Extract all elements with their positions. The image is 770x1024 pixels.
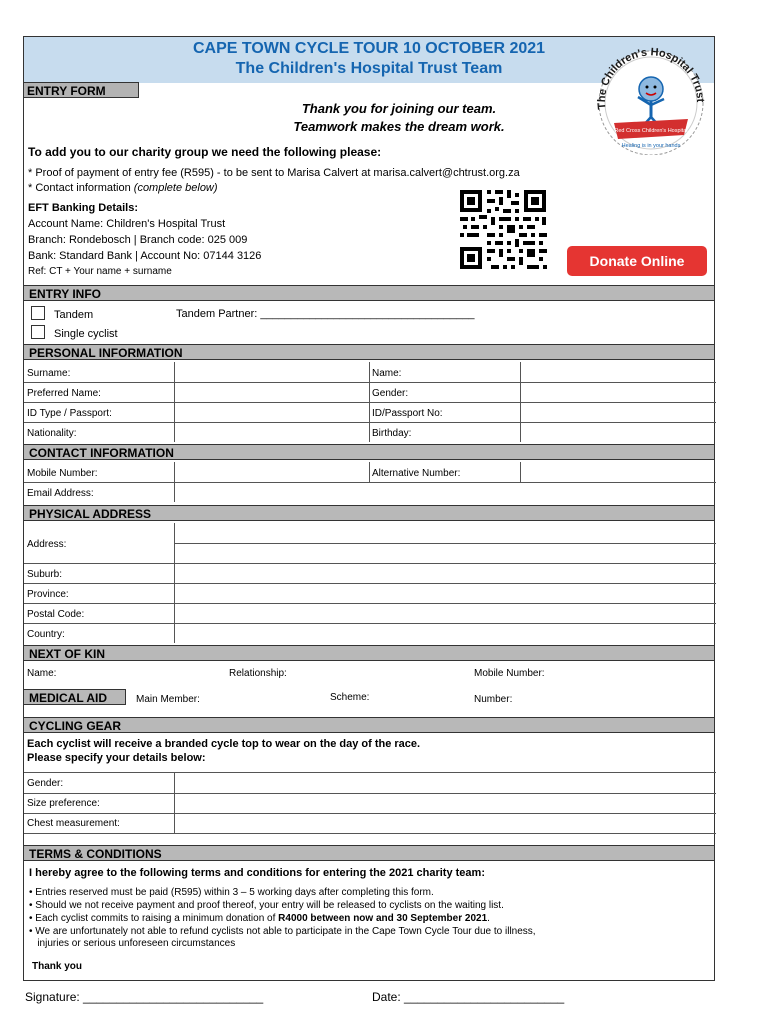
mobile-number-label: Mobile Number: bbox=[27, 468, 98, 479]
single-cyclist-label: Single cyclist bbox=[54, 328, 118, 340]
preferred-name-label: Preferred Name: bbox=[27, 388, 101, 399]
term-donation-end: . bbox=[487, 913, 490, 924]
thank-you-text: Thank you bbox=[32, 961, 83, 972]
thanks-line-1: Thank you for joining our team. bbox=[301, 101, 497, 116]
name-label: Name: bbox=[372, 368, 402, 379]
eft-title: EFT Banking Details: bbox=[28, 202, 139, 214]
main-member-label: Main Member: bbox=[136, 694, 200, 705]
donate-online-button[interactable]: Donate Online bbox=[567, 246, 707, 276]
signature-field[interactable]: Signature: ___________________________ bbox=[25, 990, 264, 1004]
gear-info-line-1: Each cyclist will receive a branded cycle top to wear on the day of the race. bbox=[27, 738, 421, 750]
medical-number-label: Number: bbox=[474, 694, 513, 705]
term-payment: • Entries reserved must be paid (R595) within 3 – 5 working days after completing this form. bbox=[29, 887, 434, 898]
team-title: The Children's Hospital Trust Team bbox=[235, 60, 503, 77]
birthday-label: Birthday: bbox=[372, 428, 412, 439]
alternative-number-label: Alternative Number: bbox=[372, 468, 461, 479]
address-label: Address: bbox=[27, 539, 67, 550]
tandem-label: Tandem bbox=[54, 309, 94, 321]
date-field[interactable]: Date: ________________________ bbox=[372, 990, 565, 1004]
eft-bank: Bank: Standard Bank | Account No: 07144 3126 bbox=[28, 250, 262, 262]
id-number-label: ID/Passport No: bbox=[372, 408, 443, 419]
kin-name-label: Name: bbox=[27, 668, 57, 679]
section-cycling-gear: CYCLING GEAR bbox=[24, 717, 714, 733]
logo-arc-text: The Children's Hospital Trust bbox=[595, 46, 707, 110]
gear-gender-label: Gender: bbox=[27, 778, 64, 789]
tandem-partner-field[interactable]: Tandem Partner: ___________________________________ bbox=[176, 308, 475, 320]
terms-intro: I hereby agree to the following terms and conditions for entering the 2021 charity team: bbox=[29, 867, 485, 879]
surname-label: Surname: bbox=[27, 368, 71, 379]
term-refund-line-1: • We are unfortunately not able to refund cyclists not able to participate in the Cape Town Cycle Tour due to illness, bbox=[29, 926, 536, 937]
eft-reference: Ref: CT + Your name + surname bbox=[28, 266, 172, 277]
postal-code-label: Postal Code: bbox=[27, 609, 85, 620]
section-terms-conditions: TERMS & CONDITIONS bbox=[24, 845, 714, 861]
term-donation-bold: R4000 between now and 30 September 2021 bbox=[278, 913, 488, 924]
nationality-label: Nationality: bbox=[27, 428, 77, 439]
term-refund-line-2: injuries or serious unforeseen circumstances bbox=[29, 938, 236, 949]
gear-info-line-2: Please specify your details below: bbox=[27, 752, 206, 764]
suburb-label: Suburb: bbox=[27, 569, 63, 580]
section-next-of-kin: NEXT OF KIN bbox=[24, 645, 714, 661]
scheme-label: Scheme: bbox=[330, 692, 370, 703]
section-physical-address: PHYSICAL ADDRESS bbox=[24, 505, 714, 521]
qr-code[interactable] bbox=[457, 187, 549, 272]
entry-form-page bbox=[23, 36, 715, 981]
kin-relationship-label: Relationship: bbox=[229, 668, 287, 679]
eft-branch: Branch: Rondebosch | Branch code: 025 009 bbox=[28, 234, 248, 246]
kin-mobile-label: Mobile Number: bbox=[474, 668, 545, 679]
entry-form-label: ENTRY FORM bbox=[24, 82, 139, 98]
bullet-contact-text: * Contact information bbox=[28, 182, 134, 194]
term-donation bbox=[29, 913, 709, 924]
tandem-checkbox[interactable] bbox=[31, 306, 45, 320]
chest-measurement-label: Chest measurement: bbox=[27, 818, 120, 829]
bullet-proof-of-payment: * Proof of payment of entry fee (R595) - to be sent to Marisa Calvert at marisa.calvert@chtrust.org.za bbox=[28, 167, 520, 179]
request-heading: To add you to our charity group we need the following please: bbox=[28, 145, 382, 159]
section-entry-info: ENTRY INFO bbox=[24, 285, 714, 301]
term-release: • Should we not receive payment and proof thereof, your entry will be released to cyclists on the waiting list. bbox=[29, 900, 504, 911]
gender-label: Gender: bbox=[372, 388, 409, 399]
thanks-line-2: Teamwork makes the dream work. bbox=[293, 119, 505, 134]
id-type-label: ID Type / Passport: bbox=[27, 408, 112, 419]
bullet-contact-information bbox=[28, 182, 218, 194]
childrens-hospital-trust-logo bbox=[584, 41, 718, 155]
section-contact-information: CONTACT INFORMATION bbox=[24, 444, 714, 460]
bullet-contact-italic: (complete below) bbox=[133, 182, 218, 194]
logo-ribbon-text: Red Cross Children's Hospital bbox=[614, 128, 688, 134]
eft-account-name: Account Name: Children's Hospital Trust bbox=[28, 218, 226, 230]
term-donation-text: • Each cyclist commits to raising a minimum donation of bbox=[29, 913, 279, 924]
section-medical-aid: MEDICAL AID bbox=[24, 689, 126, 705]
single-cyclist-checkbox[interactable] bbox=[31, 325, 45, 339]
logo-bottom-text: Healing is in your hands bbox=[621, 143, 681, 149]
province-label: Province: bbox=[27, 589, 69, 600]
section-personal-information: PERSONAL INFORMATION bbox=[24, 344, 714, 360]
size-preference-label: Size preference: bbox=[27, 798, 100, 809]
event-title: CAPE TOWN CYCLE TOUR 10 OCTOBER 2021 bbox=[192, 40, 546, 57]
email-address-label: Email Address: bbox=[27, 488, 94, 499]
country-label: Country: bbox=[27, 629, 65, 640]
